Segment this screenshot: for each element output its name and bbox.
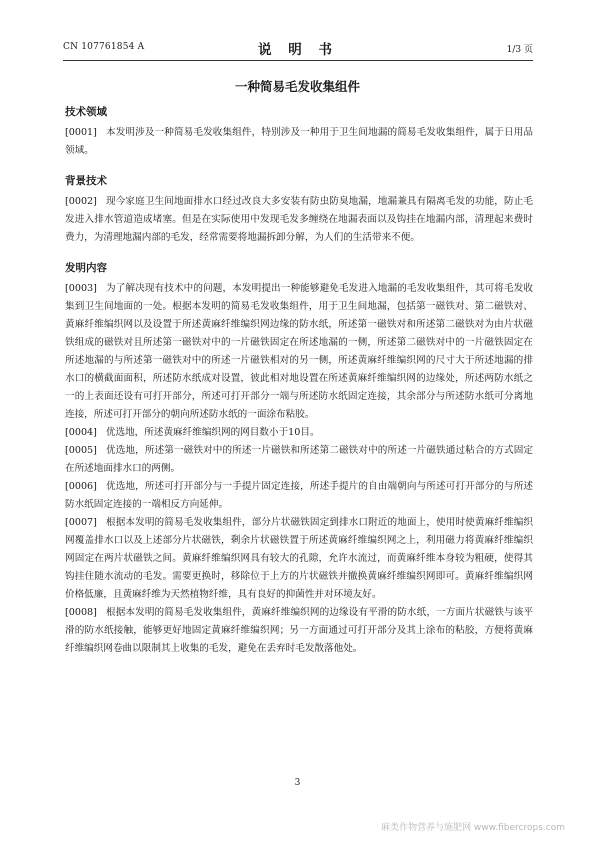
section-heading: 背景技术 — [65, 175, 107, 187]
paragraph — [65, 193, 533, 247]
header-divider — [63, 60, 533, 61]
document-type: 说 明 书 — [258, 42, 338, 58]
paragraph-text: 优选地，所述可打开部分与一手提片固定连接，所述手提片的自由端朝向与所述可打开部分的与所述防水纸固定连接的一端相反方向延伸。 — [65, 481, 533, 510]
paragraph-text: 根据本发明的简易毛发收集组件，部分片状磁铁固定到排水口附近的地面上，使用时使黄麻纤维编织网覆盖排水口以及上述部分片状磁铁，剩余片状磁铁置于所述黄麻纤维编织网之上，利用磁力将黄麻纤维编织网固定在两片状磁铁之间。黄麻纤维编织网具有较大的孔隙，允许水流过，而黄麻纤维本身较为粗硬，使得其钩挂住随水流动的毛发。需要更换时，移除位于上方的片状磁铁并撤换黄麻纤维编织网即可。黄麻纤维编织网价格低廉，且黄麻纤维为天然植物纤维，具有良好的抑菌性并对环境友好。 — [65, 517, 533, 600]
paragraph-text: 本发明涉及一种简易毛发收集组件，特别涉及一种用于卫生间地漏的简易毛发收集组件，属于日用品领域。 — [65, 127, 533, 156]
paragraph-text: 根据本发明的简易毛发收集组件，黄麻纤维编织网的边缘设有平滑的防水纸，一方面片状磁铁与该平滑的防水纸接触，能够更好地固定黄麻纤维编织网；另一方面通过可打开部分及其上涂布的粘胶，方便将黄麻纤维编织网卷曲以限制其上收集的毛发，避免在丢弃时毛发散落他处。 — [65, 607, 533, 654]
page-header — [63, 38, 533, 58]
paragraph-number: [0003] — [65, 283, 97, 294]
section-technical-field — [65, 104, 533, 160]
page-number: 3 — [294, 778, 301, 788]
paragraph — [65, 124, 533, 160]
paragraph-number: [0001] — [65, 127, 97, 138]
paragraph-number: [0005] — [65, 445, 97, 456]
paragraph-text: 优选地，所述黄麻纤维编织网的网目数小于10目。 — [105, 427, 320, 438]
paragraph-text: 优选地，所述第一磁铁对中的所述一片磁铁和所述第二磁铁对中的所述一片磁铁通过粘合的方式固定在所述地面排水口的两侧。 — [65, 445, 533, 474]
section-summary — [65, 260, 533, 658]
paragraph — [65, 478, 533, 514]
paragraph-number: [0002] — [65, 196, 97, 207]
paragraph — [65, 424, 533, 442]
paragraph — [65, 604, 533, 658]
page-indicator: 1/3 页 — [506, 45, 533, 55]
paragraph-number: [0007] — [65, 517, 97, 528]
paragraph-number: [0004] — [65, 427, 97, 438]
section-heading: 发明内容 — [65, 262, 107, 274]
section-background — [65, 173, 533, 247]
paragraph-number: [0008] — [65, 607, 97, 618]
section-heading: 技术领域 — [65, 106, 107, 118]
paragraph-text: 现今家庭卫生间地面排水口经过改良大多安装有防虫防臭地漏，地漏兼具有隔离毛发的功能，防止毛发进入排水管道造成堵塞。但是在实际使用中发现毛发多缠绕在地漏表面以及钩挂在地漏内部，清理起来费时费力，为清理地漏内部的毛发，经常需要将地漏拆卸分解，为人们的生活带来不便。 — [65, 196, 533, 243]
paragraph — [65, 280, 533, 424]
paragraph — [65, 442, 533, 478]
paragraph — [65, 514, 533, 604]
document-number: CN 107761854 A — [63, 42, 145, 52]
site-watermark: 麻类作物营养与施肥网 www.fibercrops.com — [381, 823, 565, 833]
document-body — [65, 104, 533, 658]
document-title: 一种简易毛发收集组件 — [234, 79, 360, 94]
paragraph-number: [0006] — [65, 481, 97, 492]
paragraph-text: 为了解决现有技术中的问题，本发明提出一种能够避免毛发进入地漏的毛发收集组件，其可将毛发收集到卫生间地面的一处。根据本发明的简易毛发收集组件，用于卫生间地漏，包括第一磁铁对、第二磁铁对、黄麻纤维编织网以及设置于所述黄麻纤维编织网边缘的防水纸，所述第一磁铁对和所述第二磁铁对为由片状磁铁组成的磁铁对且所述第一磁铁对中的一片磁铁固定在所述地漏的一侧，所述第二磁铁对中的一片磁铁固定在所述地漏的与所述第一磁铁对中的所述一片磁铁相对的另一侧，所述黄麻纤维编织网的尺寸大于所述地漏的排水口的横截面面积，所述防水纸成对设置，彼此相对地设置在所述黄麻纤维编织网的边缘处，所述两防水纸之一的上表面还设有可打开部分，所述可打开部分一端与所述防水纸固定连接，其余部分与所述防水纸可分离地连接，所述可打开部分的朝向所述防水纸的一面涂布粘胶。 — [65, 283, 533, 420]
